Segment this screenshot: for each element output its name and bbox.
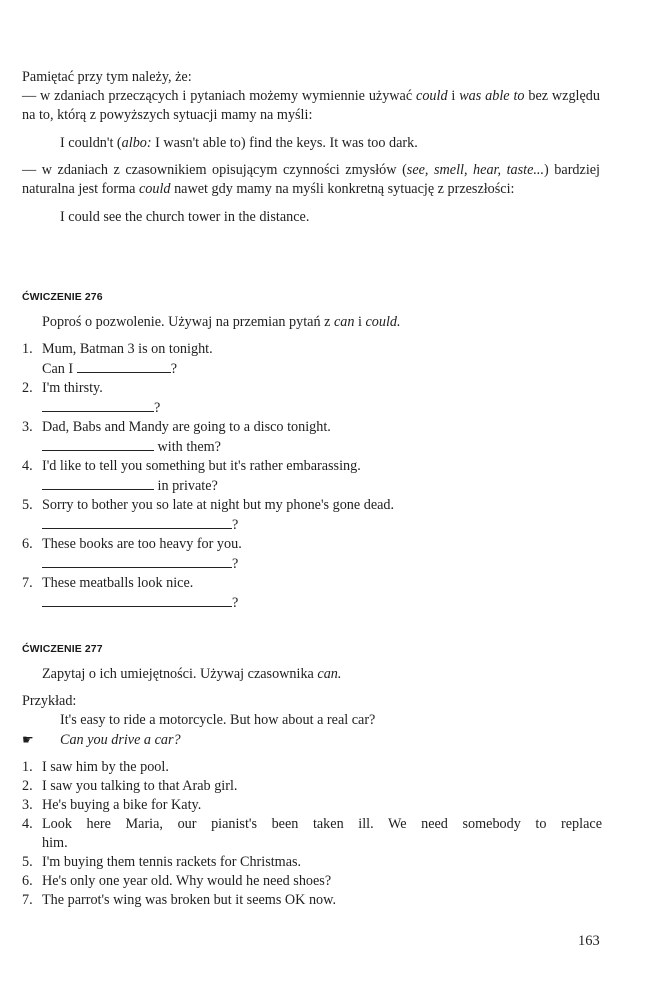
list-item: 7. These meatballs look nice. ? bbox=[22, 574, 602, 613]
exercise-277-instruction: Zapytaj o ich umiejętności. Używaj czasownika can. bbox=[42, 666, 342, 682]
note-rule-1: — w zdaniach przeczących i pytaniach możemy wymiennie używać could i was able to bez względu na to, którą z powyższych sytuacji mamy na myśli: bbox=[22, 88, 600, 123]
answer-line: ? bbox=[42, 593, 602, 613]
page-number: 163 bbox=[578, 933, 600, 949]
exercise-277-list bbox=[22, 758, 602, 910]
answer-line: ? bbox=[42, 515, 602, 535]
list-item: 2. I saw you talking to that Arab girl. bbox=[22, 778, 238, 794]
note-example-1: I couldn't (albo: I wasn't able to) find the keys. It was too dark. bbox=[60, 135, 418, 151]
answer-blank[interactable] bbox=[42, 593, 232, 607]
list-item: 7. The parrot's wing was broken but it seems OK now. bbox=[22, 892, 337, 908]
answer-line: Can I ? bbox=[42, 361, 177, 377]
list-item: 5. I'm buying them tennis rackets for Christmas. bbox=[22, 854, 302, 870]
list-item: 2. I'm thirsty. ? bbox=[22, 379, 602, 418]
grammar-note bbox=[22, 68, 600, 227]
example-label: Przykład: bbox=[22, 693, 77, 709]
answer-blank[interactable] bbox=[42, 398, 154, 412]
exercise-276-instruction: Poproś o pozwolenie. Używaj na przemian pytań z can i could. bbox=[42, 314, 401, 330]
list-item: 5. Sorry to bother you so late at night but my phone's gone dead. ? bbox=[22, 496, 602, 535]
answer-blank[interactable] bbox=[42, 515, 232, 529]
exercise-276-list bbox=[22, 340, 602, 613]
list-item: 3. He's buying a bike for Katy. bbox=[22, 797, 202, 813]
list-item: 1. Mum, Batman 3 is on tonight. Can I ? bbox=[22, 340, 602, 379]
answer-line: ? bbox=[42, 398, 602, 418]
answer-blank[interactable] bbox=[77, 359, 171, 373]
answer-blank[interactable] bbox=[42, 476, 154, 490]
list-item: 3. Dad, Babs and Mandy are going to a disco tonight. with them? bbox=[22, 418, 602, 457]
exercise-277 bbox=[22, 640, 602, 910]
list-item: 4. I'd like to tell you something but it's rather embarassing. in private? bbox=[22, 457, 602, 496]
exercise-276 bbox=[22, 288, 602, 613]
answer-line: with them? bbox=[42, 437, 602, 457]
list-item: 1. I saw him by the pool. bbox=[22, 759, 169, 775]
note-example-2: I could see the church tower in the distance. bbox=[60, 209, 310, 225]
note-intro-line: Pamiętać przy tym należy, że: bbox=[22, 69, 192, 85]
list-item: 4. Look here Maria, our pianist's been taken ill. We need somebody to replace him. bbox=[22, 816, 602, 851]
answer-line: ? bbox=[42, 554, 602, 574]
example-line: It's easy to ride a motorcycle. But how about a real car? bbox=[60, 712, 376, 728]
list-item: 6. These books are too heavy for you. ? bbox=[22, 535, 602, 574]
note-rule-2: — w zdaniach z czasownikiem opisującym czynności zmysłów (see, smell, hear, taste...) bardziej naturalna jest forma could nawet gdy mamy na myśli konkretną sytuację z przeszłości: bbox=[22, 162, 600, 197]
answer-line: in private? bbox=[42, 476, 602, 496]
list-item: 6. He's only one year old. Why would he need shoes? bbox=[22, 873, 332, 889]
example-answer: ☛ Can you drive a car? bbox=[22, 732, 181, 748]
answer-blank[interactable] bbox=[42, 554, 232, 568]
exercise-277-heading: ĆWICZENIE 277 bbox=[22, 643, 103, 655]
exercise-276-heading: ĆWICZENIE 276 bbox=[22, 291, 103, 303]
pointing-hand-icon: ☛ bbox=[22, 732, 34, 747]
answer-blank[interactable] bbox=[42, 437, 154, 451]
